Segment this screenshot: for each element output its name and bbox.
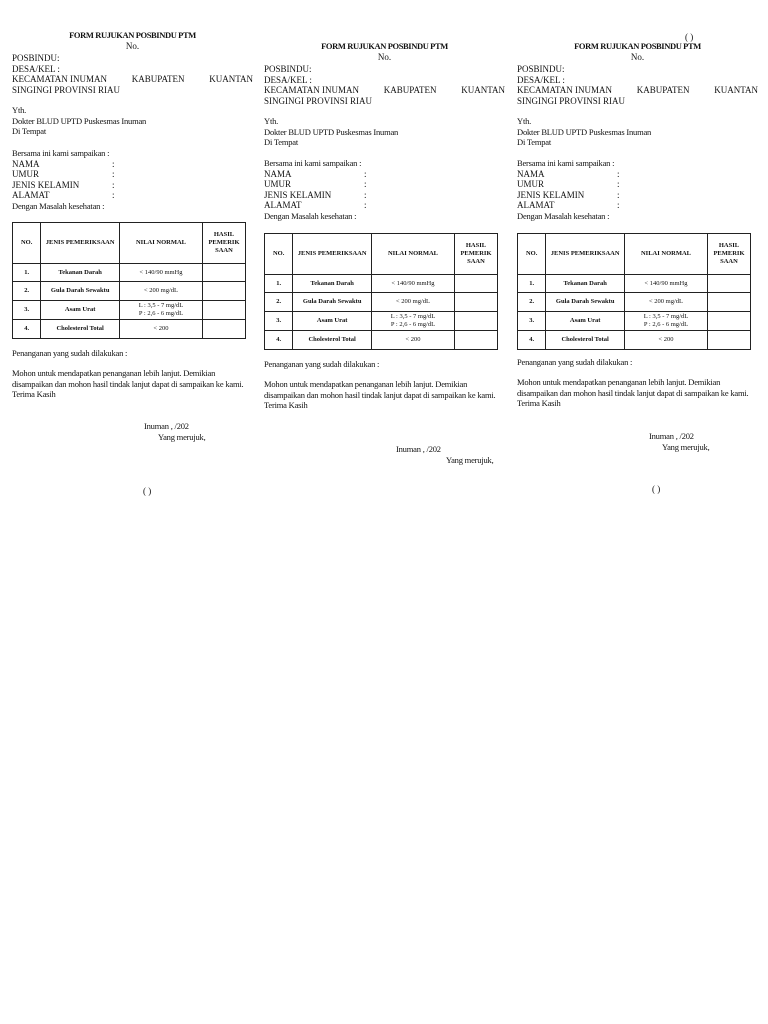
cell-nilai: < 200 mg/dL: [120, 282, 203, 301]
header-no: NO.: [265, 234, 293, 275]
header-block: [517, 64, 758, 106]
yth-label: Yth.: [264, 116, 279, 126]
cell-no: 4.: [265, 331, 293, 350]
cell-nilai: < 200: [625, 331, 708, 350]
field-separator: :: [112, 158, 115, 169]
kecamatan-line: [264, 85, 505, 96]
cell-hasil: [202, 320, 245, 339]
cell-no: 2.: [265, 293, 293, 312]
kuantan-text: KUANTAN: [714, 85, 758, 95]
table-row: [265, 331, 498, 350]
cell-hasil: [454, 312, 497, 331]
province-line: SINGINGI PROVINSI RIAU: [264, 95, 372, 106]
cell-hasil: [202, 264, 245, 282]
posbindu-label: POSBINDU:: [264, 64, 312, 74]
field-label: UMUR: [12, 169, 40, 179]
field-separator: :: [617, 179, 620, 189]
field-label: UMUR: [517, 179, 545, 189]
kecamatan-text: KECAMATAN INUMAN: [12, 74, 108, 84]
field-separator: :: [364, 179, 367, 189]
header-hasil: HASIL PEMERIK SAAN: [707, 234, 750, 275]
table-header-row: [518, 234, 751, 275]
header-hasil: HASIL PEMERIK SAAN: [202, 223, 245, 264]
yang-merujuk: Yang merujuk,: [446, 455, 494, 465]
yth-label: Yth.: [12, 105, 27, 115]
province-line: SINGINGI PROVINSI RIAU: [12, 84, 120, 95]
dokter-line: Dokter BLUD UPTD Puskesmas Inuman: [264, 126, 399, 137]
field-separator: :: [617, 200, 620, 210]
field-label: JENIS KELAMIN: [12, 179, 80, 190]
cell-hasil: [707, 293, 750, 312]
yang-merujuk: Yang merujuk,: [158, 432, 206, 442]
table-row: [13, 320, 246, 339]
dokter-line: Dokter BLUD UPTD Puskesmas Inuman: [12, 115, 147, 126]
patient-field-jenis-kelamin: [264, 190, 505, 201]
kuantan-text: KUANTAN: [461, 85, 505, 95]
form-title: FORM RUJUKAN POSBINDU PTM: [69, 30, 196, 40]
signature-paren: ( ): [652, 484, 661, 494]
referral-form-3: [517, 0, 758, 520]
referral-form-2: [264, 0, 505, 520]
cell-nilai: < 200 mg/dL: [372, 293, 455, 312]
table-header-row: [13, 223, 246, 264]
kuantan-text: KUANTAN: [209, 74, 253, 84]
header-nilai: NILAI NORMAL: [120, 223, 203, 264]
kecamatan-line: [12, 74, 253, 85]
penanganan-line: Penanganan yang sudah dilakukan :: [264, 359, 380, 369]
posbindu-label: POSBINDU:: [517, 64, 565, 74]
cell-jenis: Gula Darah Sewaktu: [41, 282, 120, 301]
posbindu-label: POSBINDU:: [12, 53, 60, 63]
cell-nilai: < 200: [120, 320, 203, 339]
cell-jenis: Gula Darah Sewaktu: [546, 293, 625, 312]
field-separator: :: [364, 189, 367, 200]
bersama-line: Bersama ini kami sampaikan :: [517, 158, 615, 168]
table-row: [265, 293, 498, 312]
top-right-paren: ( ): [685, 32, 694, 42]
signature-paren: ( ): [143, 486, 152, 496]
place-date: Inuman , /202: [396, 444, 441, 454]
province-line: SINGINGI PROVINSI RIAU: [517, 95, 625, 106]
cell-nilai: L : 3,5 - 7 mg/dL P : 2,6 - 6 mg/dL: [120, 301, 203, 320]
patient-field-nama: [12, 159, 253, 170]
desa-label: DESA/KEL :: [517, 74, 565, 85]
di-tempat-line: Di Tempat: [12, 126, 47, 136]
form-title: FORM RUJUKAN POSBINDU PTM: [321, 41, 448, 51]
table-row: [13, 282, 246, 301]
place-date: Inuman , /202: [144, 421, 189, 431]
cell-hasil: [202, 282, 245, 301]
field-separator: :: [112, 179, 115, 190]
table-row: [518, 293, 751, 312]
field-separator: :: [617, 189, 620, 200]
form-number-label: No.: [377, 52, 392, 62]
kecamatan-text: KECAMATAN INUMAN: [517, 85, 613, 95]
cell-no: 1.: [13, 264, 41, 282]
cell-nilai: < 200 mg/dL: [625, 293, 708, 312]
examination-table: [264, 233, 498, 350]
mohon-paragraph: Mohon untuk mendapatkan penanganan lebih lanjut. Demikian disampaikan dan mohon hasil tindak lanjut dapat di sampaikan ke kami. Terima Kasih: [517, 377, 749, 408]
penanganan-line: Penanganan yang sudah dilakukan :: [12, 348, 128, 358]
form-number-label: No.: [630, 52, 645, 62]
kabupaten-text: KABUPATEN: [131, 74, 185, 84]
form-number-label: No.: [125, 41, 140, 51]
cell-jenis: Cholesterol Total: [293, 331, 372, 350]
cell-no: 3.: [518, 312, 546, 331]
field-separator: :: [364, 200, 367, 210]
field-separator: :: [112, 169, 115, 179]
masalah-line: Dengan Masalah kesehatan :: [12, 200, 105, 211]
table-header-row: [265, 234, 498, 275]
header-no: NO.: [13, 223, 41, 264]
addressee-block: [12, 105, 253, 137]
field-label: ALAMAT: [517, 200, 555, 210]
yang-merujuk: Yang merujuk,: [662, 442, 710, 452]
cell-hasil: [454, 293, 497, 312]
patient-field-umur: [517, 179, 758, 190]
header-hasil: HASIL PEMERIK SAAN: [454, 234, 497, 275]
cell-no: 1.: [265, 275, 293, 293]
cell-hasil: [454, 275, 497, 293]
cell-nilai: < 140/90 mmHg: [120, 264, 203, 282]
table-row: [265, 312, 498, 331]
masalah-line: Dengan Masalah kesehatan :: [264, 210, 357, 221]
cell-no: 1.: [518, 275, 546, 293]
patient-field-alamat: [264, 200, 505, 211]
patient-field-umur: [12, 169, 253, 180]
table-row: [265, 275, 498, 293]
cell-jenis: Tekanan Darah: [41, 264, 120, 282]
patient-block: [12, 148, 253, 211]
mohon-paragraph: Mohon untuk mendapatkan penanganan lebih lanjut. Demikian disampaikan dan mohon hasil tindak lanjut dapat di sampaikan ke kami. Terima Kasih: [12, 368, 244, 399]
field-label: NAMA: [12, 158, 40, 169]
cell-no: 4.: [518, 331, 546, 350]
cell-nilai: < 200: [372, 331, 455, 350]
patient-field-alamat: [517, 200, 758, 211]
header-nilai: NILAI NORMAL: [372, 234, 455, 275]
field-label: NAMA: [517, 168, 545, 179]
mohon-paragraph: Mohon untuk mendapatkan penanganan lebih lanjut. Demikian disampaikan dan mohon hasil tindak lanjut dapat di sampaikan ke kami. Terima Kasih: [264, 379, 496, 410]
masalah-line: Dengan Masalah kesehatan :: [517, 210, 610, 221]
patient-field-jenis-kelamin: [12, 180, 253, 191]
header-nilai: NILAI NORMAL: [625, 234, 708, 275]
referral-form-1: [12, 0, 253, 520]
field-label: JENIS KELAMIN: [517, 189, 585, 200]
header-no: NO.: [518, 234, 546, 275]
desa-label: DESA/KEL :: [264, 74, 312, 85]
patient-fields: [517, 169, 758, 211]
field-label: ALAMAT: [264, 200, 302, 210]
addressee-block: [517, 116, 758, 148]
cell-nilai: L : 3,5 - 7 mg/dL P : 2,6 - 6 mg/dL: [625, 312, 708, 331]
di-tempat-line: Di Tempat: [264, 137, 299, 147]
kabupaten-text: KABUPATEN: [636, 85, 690, 95]
patient-fields: [12, 159, 253, 201]
patient-field-jenis-kelamin: [517, 190, 758, 201]
bersama-line: Bersama ini kami sampaikan :: [264, 158, 362, 168]
patient-field-alamat: [12, 190, 253, 201]
cell-no: 2.: [13, 282, 41, 301]
table-row: [13, 301, 246, 320]
di-tempat-line: Di Tempat: [517, 137, 552, 147]
table-row: [518, 275, 751, 293]
examination-table: [12, 222, 246, 339]
cell-jenis: Asam Urat: [293, 312, 372, 331]
field-label: JENIS KELAMIN: [264, 189, 332, 200]
table-row: [518, 331, 751, 350]
cell-jenis: Tekanan Darah: [546, 275, 625, 293]
patient-block: [264, 158, 505, 221]
header-jenis: JENIS PEMERIKSAAN: [546, 234, 625, 275]
field-label: UMUR: [264, 179, 292, 189]
patient-block: [517, 158, 758, 221]
examination-table: [517, 233, 751, 350]
field-label: NAMA: [264, 168, 292, 179]
place-date: Inuman , /202: [649, 431, 694, 441]
patient-field-nama: [517, 169, 758, 180]
table-row: [518, 312, 751, 331]
dokter-line: Dokter BLUD UPTD Puskesmas Inuman: [517, 126, 652, 137]
header-jenis: JENIS PEMERIKSAAN: [293, 234, 372, 275]
field-separator: :: [112, 190, 115, 200]
field-separator: :: [617, 168, 620, 179]
form-title: FORM RUJUKAN POSBINDU PTM: [574, 41, 701, 51]
cell-jenis: Cholesterol Total: [41, 320, 120, 339]
cell-jenis: Asam Urat: [546, 312, 625, 331]
patient-field-umur: [264, 179, 505, 190]
addressee-block: [264, 116, 505, 148]
header-jenis: JENIS PEMERIKSAAN: [41, 223, 120, 264]
patient-field-nama: [264, 169, 505, 180]
cell-nilai: < 140/90 mmHg: [372, 275, 455, 293]
cell-no: 2.: [518, 293, 546, 312]
cell-no: 4.: [13, 320, 41, 339]
cell-nilai: < 140/90 mmHg: [625, 275, 708, 293]
field-separator: :: [364, 168, 367, 179]
cell-hasil: [454, 331, 497, 350]
cell-hasil: [202, 301, 245, 320]
cell-jenis: Gula Darah Sewaktu: [293, 293, 372, 312]
yth-label: Yth.: [517, 116, 532, 126]
kecamatan-text: KECAMATAN INUMAN: [264, 85, 360, 95]
cell-no: 3.: [265, 312, 293, 331]
header-block: [12, 53, 253, 95]
cell-no: 3.: [13, 301, 41, 320]
field-label: ALAMAT: [12, 190, 50, 200]
penanganan-line: Penanganan yang sudah dilakukan :: [517, 357, 633, 367]
cell-hasil: [707, 331, 750, 350]
cell-hasil: [707, 275, 750, 293]
cell-jenis: Cholesterol Total: [546, 331, 625, 350]
header-block: [264, 64, 505, 106]
kecamatan-line: [517, 85, 758, 96]
bersama-line: Bersama ini kami sampaikan :: [12, 148, 110, 158]
patient-fields: [264, 169, 505, 211]
kabupaten-text: KABUPATEN: [383, 85, 437, 95]
cell-jenis: Asam Urat: [41, 301, 120, 320]
cell-hasil: [707, 312, 750, 331]
desa-label: DESA/KEL :: [12, 63, 60, 74]
table-row: [13, 264, 246, 282]
cell-nilai: L : 3,5 - 7 mg/dL P : 2,6 - 6 mg/dL: [372, 312, 455, 331]
cell-jenis: Tekanan Darah: [293, 275, 372, 293]
